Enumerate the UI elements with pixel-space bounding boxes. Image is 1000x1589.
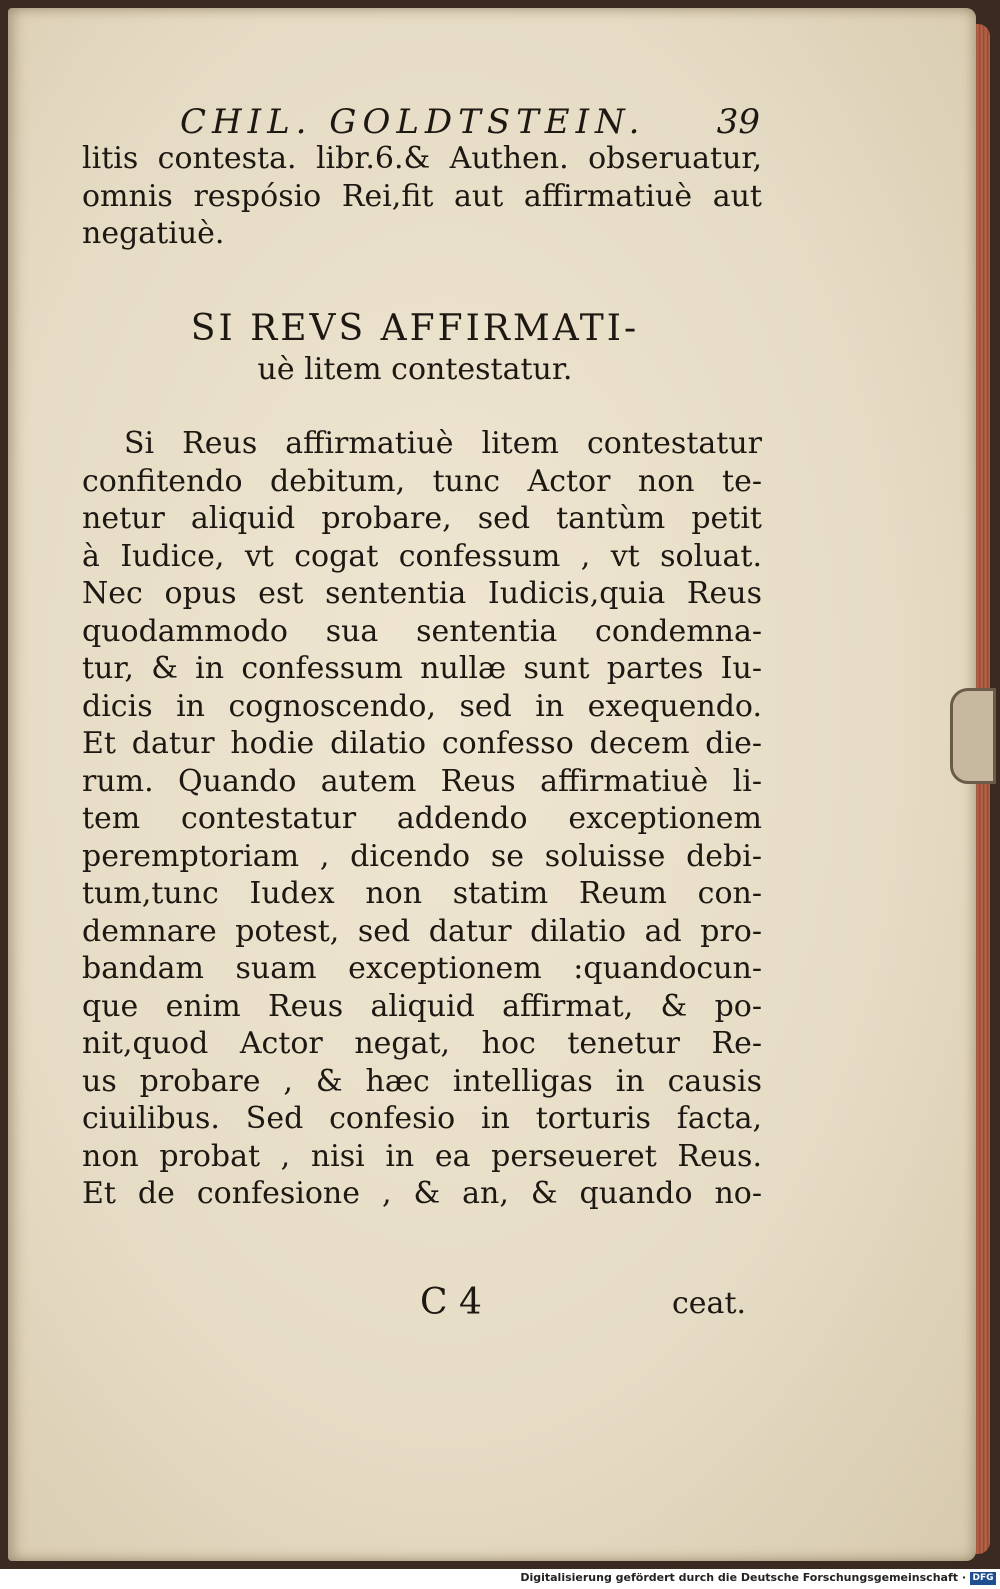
text-line: tum,tunc Iudex non statim Reum con- — [82, 876, 762, 911]
footer-bar — [0, 1569, 1000, 1589]
text-line: Et de confesione , & an, & quando no- — [82, 1176, 762, 1211]
page-number: 39 — [716, 102, 760, 142]
text-line: ciuilibus. Sed confesio in torturis facta, — [82, 1101, 762, 1136]
text-line: non probat , nisi in ea perseueret Reus. — [82, 1138, 762, 1174]
section-subheading: uè litem contestatur. — [257, 352, 573, 387]
body-paragraph — [82, 425, 762, 1213]
text-line: demnare potest, sed datur dilatio ad pro- — [82, 913, 762, 949]
text-line: confitendo debitum, tunc Actor non te- — [82, 463, 762, 499]
intro-paragraph — [82, 140, 762, 253]
text-line: à Iudice, vt cogat confessum , vt soluat. — [82, 538, 762, 574]
text-line: peremptoriam , dicendo se soluisse debi- — [82, 838, 762, 874]
text-line: bandam suam exceptionem :quandocun- — [82, 951, 762, 986]
text-line: Si Reus affirmatiuè litem contestatur — [124, 426, 762, 461]
text-line: tur, & in confessum nullæ sunt partes Iu- — [82, 651, 762, 686]
text-line: dicis in cognoscendo, sed in exequendo. — [82, 688, 762, 724]
text-line: que enim Reus aliquid affirmat, & po- — [82, 988, 762, 1024]
text-line: nit,quod Actor negat, hoc tenetur Re- — [82, 1026, 762, 1061]
catchword: ceat. — [672, 1286, 747, 1321]
dfg-logo: DFG — [970, 1572, 996, 1585]
text-line: netur aliquid probare, sed tantùm petit — [82, 501, 762, 536]
page-tab — [950, 688, 996, 784]
section-heading: SI REVS AFFIRMATI- — [190, 308, 640, 349]
text-line: Nec opus est sententia Iudicis,quia Reus — [82, 576, 762, 611]
text-line: litis contesta. libr.6.& Authen. obseruatur, — [82, 141, 762, 176]
text-line: omnis respósio Rei,fit aut affirmatiuè aut — [82, 178, 762, 214]
text-line: quodammodo sua sententia condemna- — [82, 613, 762, 649]
running-title: CHIL. GOLDTSTEIN. — [180, 102, 646, 142]
footer-credit: Digitalisierung gefördert durch die Deutsche Forschungsgemeinschaft · — [520, 1571, 966, 1584]
text-line: rum. Quando autem Reus affirmatiuè li- — [82, 763, 762, 799]
text-line: tem contestatur addendo exceptionem — [82, 801, 762, 836]
text-line: us probare , & hæc intelligas in causis — [82, 1063, 762, 1099]
text-line: negatiuè. — [82, 216, 225, 251]
text-line: Et datur hodie dilatio confesso decem die- — [82, 726, 762, 761]
signature-mark: C 4 — [420, 1282, 482, 1323]
